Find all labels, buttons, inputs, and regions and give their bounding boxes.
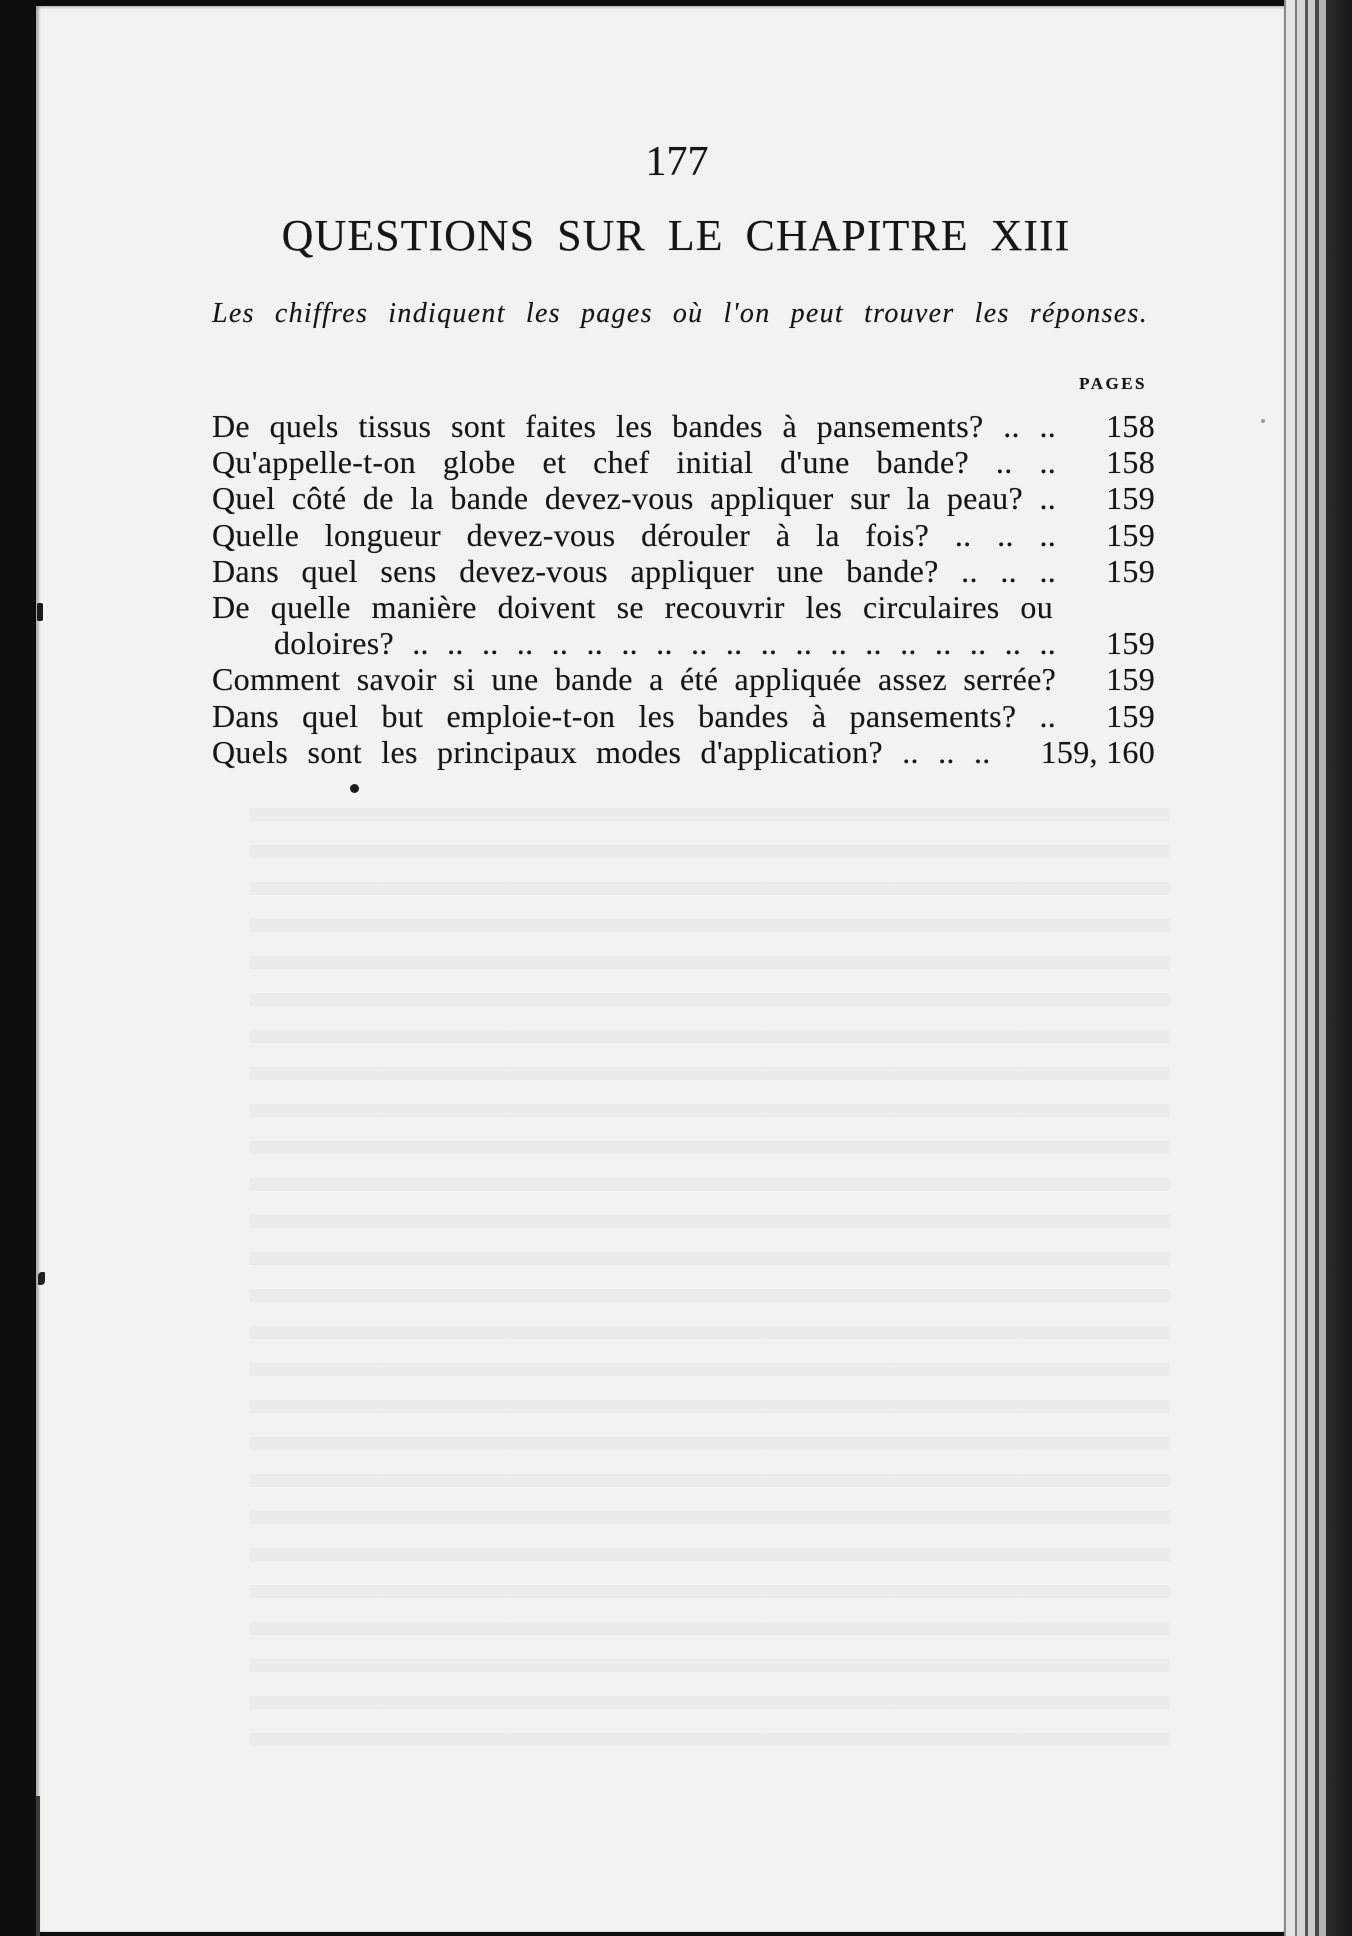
edge-mark — [37, 603, 43, 621]
leader-dots: .. — [1039, 480, 1057, 517]
page-reference: 159 — [1106, 480, 1155, 517]
question-row-continuation — [212, 625, 1155, 661]
leader-dots: .. .. .. — [961, 552, 1057, 589]
question-entry — [212, 734, 991, 770]
page-reference: 159, 160 — [1040, 733, 1155, 770]
question-entry — [212, 517, 1056, 553]
question-row — [212, 517, 1155, 553]
leader-dots: .. .. — [1003, 408, 1057, 444]
question-text: Quel côté de la bande devez-vous appliquer sur la peau? — [212, 480, 1023, 517]
page-reference: 158 — [1106, 408, 1155, 444]
leader-dots: .. .. .. — [902, 733, 991, 770]
question-text: De quelle manière doivent se recouvrir les circulaires ou — [212, 588, 1053, 625]
page-reference: 158 — [1106, 444, 1155, 481]
question-entry — [212, 698, 1056, 734]
page-reference: 159 — [1106, 625, 1155, 662]
paper-speck — [1261, 419, 1265, 423]
leader-dots: .. .. .. .. .. .. .. .. .. .. .. .. .. .. .. .. .. .. .. — [412, 625, 1057, 662]
question-text: Comment savoir si une bande a été appliquée assez serrée? — [212, 661, 1057, 698]
leader-dots: .. — [1039, 697, 1057, 734]
question-row — [212, 589, 1155, 625]
question-entry — [212, 589, 1053, 625]
question-list — [212, 408, 1155, 770]
question-row — [212, 553, 1155, 589]
question-row — [212, 408, 1155, 444]
edge-line — [36, 1796, 40, 1936]
question-entry — [212, 408, 1056, 444]
chapter-questions-title: QUESTIONS SUR LE CHAPITRE XIII — [281, 211, 1071, 260]
page-reference: 159 — [1106, 661, 1155, 698]
edge-mark — [38, 1272, 45, 1285]
question-entry — [212, 480, 1056, 516]
page-reference: 159 — [1106, 552, 1155, 589]
question-row — [212, 444, 1155, 480]
question-row — [212, 661, 1155, 697]
question-entry — [212, 553, 1056, 589]
question-row — [212, 734, 1155, 770]
book-binding-edge — [1284, 0, 1352, 1936]
question-text-continuation: doloires? — [274, 625, 394, 662]
question-entry — [212, 444, 1056, 480]
leader-dots: .. .. — [995, 444, 1057, 481]
pages-column-header: PAGES — [1079, 374, 1147, 393]
question-entry — [212, 661, 1056, 697]
question-text: Qu'appelle-t-on globe et chef initial d'une bande? — [212, 444, 969, 481]
question-text: Dans quel but emploie-t-on les bandes à pansements? — [212, 697, 1017, 734]
question-row — [212, 480, 1155, 516]
page-reference: 159 — [1106, 516, 1155, 553]
question-text: Dans quel sens devez-vous appliquer une bande? — [212, 552, 939, 589]
bleed-through-texture — [250, 790, 1170, 1750]
question-text: Quels sont les principaux modes d'application? — [212, 733, 883, 770]
page-number: 177 — [645, 139, 709, 185]
question-text: Quelle longueur devez-vous dérouler à la fois? — [212, 516, 930, 553]
page-reference: 159 — [1106, 697, 1155, 734]
question-row — [212, 698, 1155, 734]
leader-dots: .. .. .. — [954, 516, 1057, 553]
ink-dot — [350, 784, 359, 793]
question-entry-continuation — [274, 625, 1056, 661]
question-text: De quels tissus sont faites les bandes à pansements? — [212, 408, 984, 444]
instructions-note: Les chiffres indiquent les pages où l'on peut trouver les réponses. — [212, 298, 1148, 329]
